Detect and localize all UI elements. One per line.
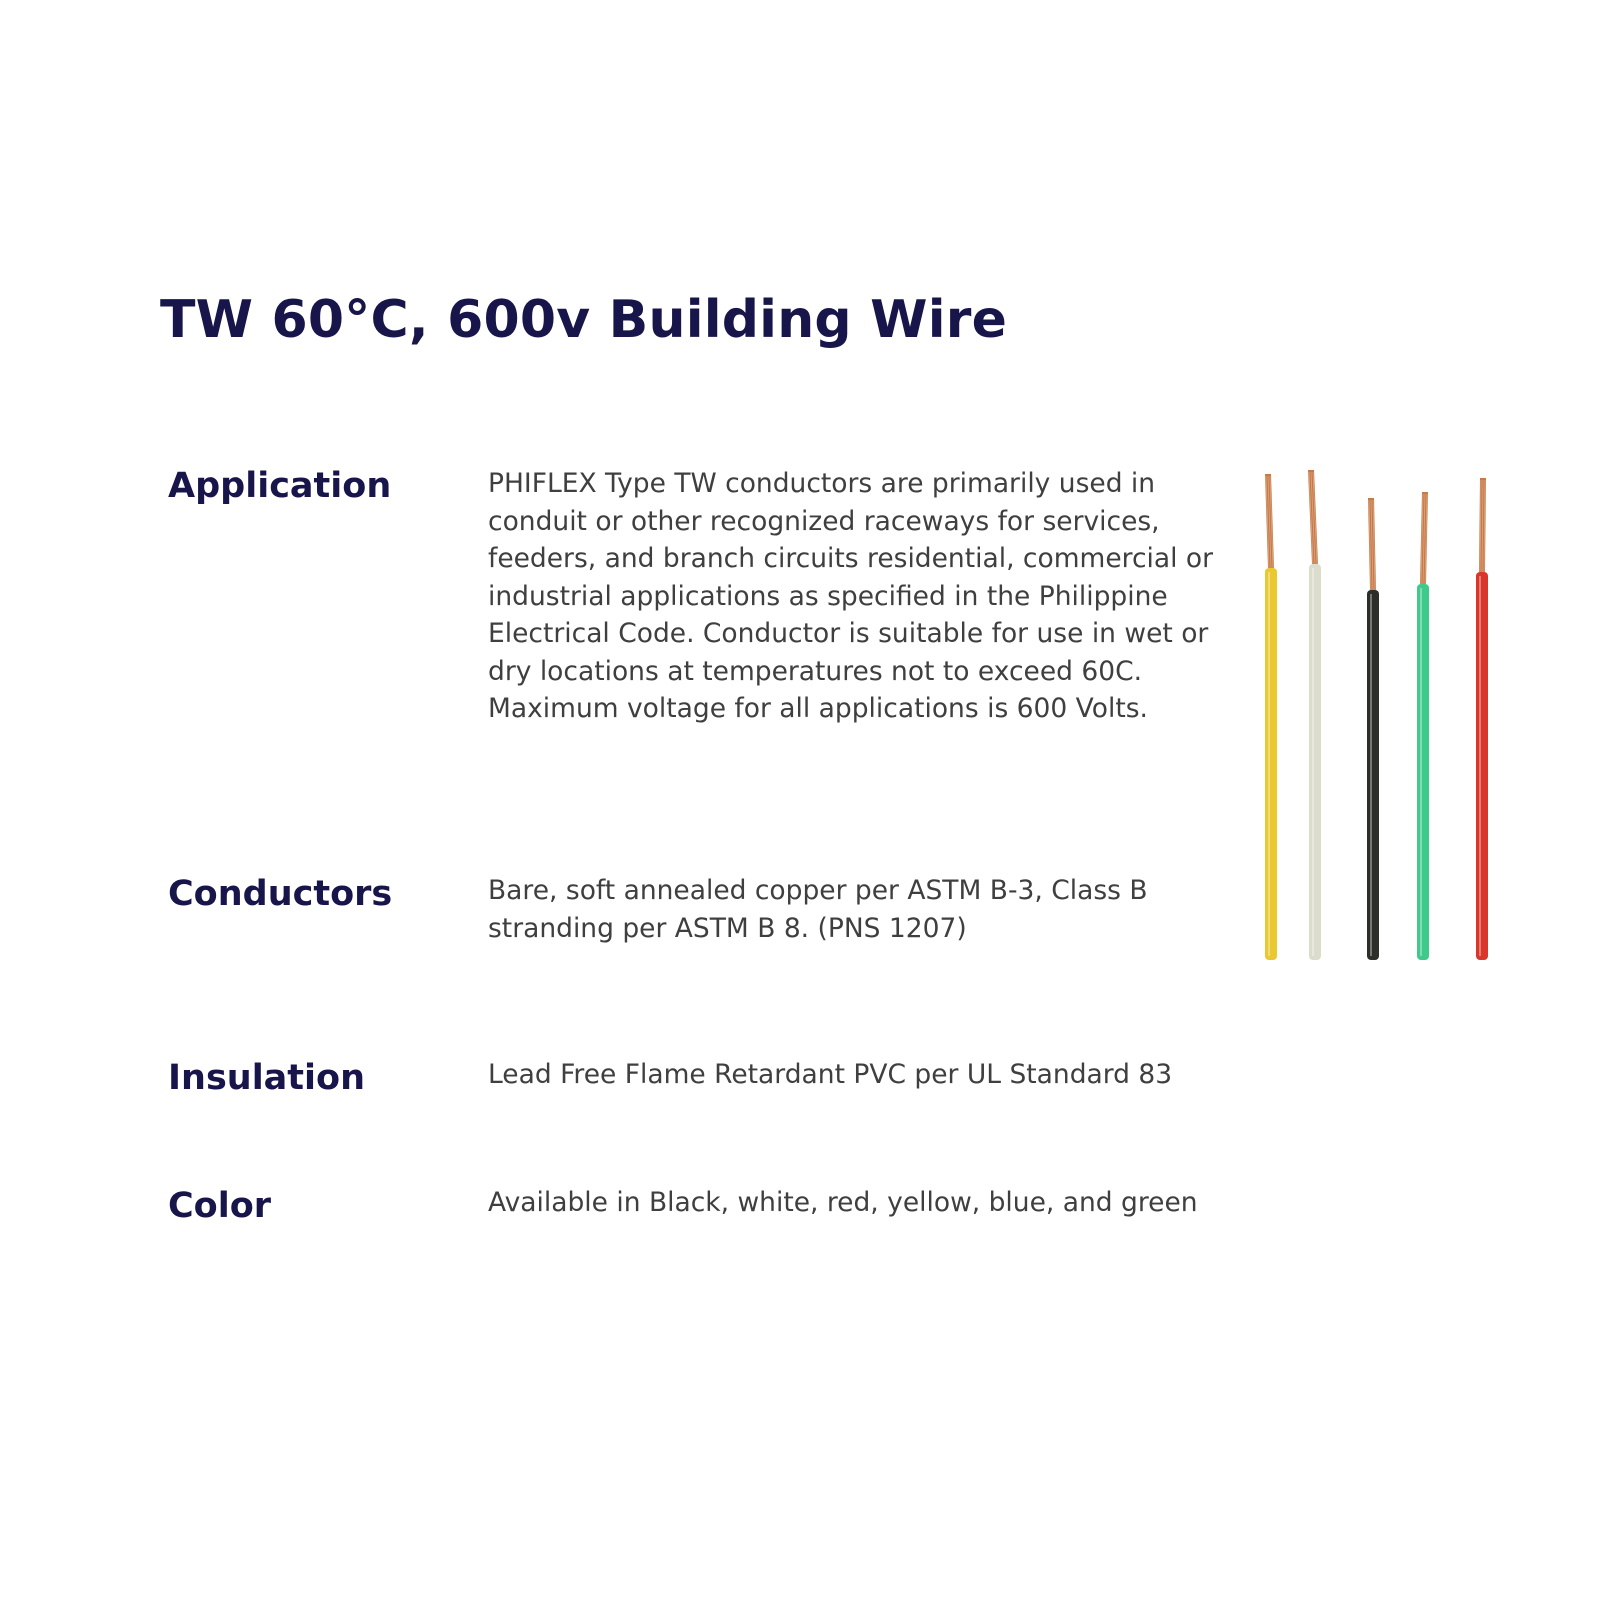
wire-yellow [1265,474,1277,960]
wire-white [1308,470,1321,960]
wire-red [1476,478,1488,960]
spec-value-line: Maximum voltage for all applications is 600 Volts. [488,693,1148,724]
spec-value-line: stranding per ASTM B 8. (PNS 1207) [488,912,967,944]
insulation-highlight [1312,568,1314,956]
insulation [1367,590,1379,960]
wire-black [1367,498,1379,960]
insulation [1265,568,1277,960]
spec-value-line: dry locations at temperatures not to exceed 60C. [488,655,1143,687]
spec-value-line: feeders, and branch circuits residential, commercial or [488,543,1214,574]
spec-value-insulation [488,1056,1172,1094]
spec-value-application [488,465,1213,728]
insulation-highlight [1370,594,1372,956]
spec-value-line: Bare, soft annealed copper per ASTM B-3, Class B [488,875,1148,906]
insulation [1309,564,1321,960]
spec-value-line: conduit or other recognized raceways for services, [488,505,1160,537]
insulation [1417,584,1429,960]
spec-label-color: Color [168,1186,272,1226]
spec-label-application: Application [168,466,392,506]
insulation [1476,572,1488,960]
spec-value-color [488,1184,1198,1222]
wire-green [1417,492,1429,960]
spec-label-conductors: Conductors [168,874,393,914]
page-title: TW 60°C, 600v Building Wire [160,290,1008,350]
spec-value-line: industrial applications as specified in the Philippine [488,580,1168,612]
insulation-highlight [1420,588,1422,956]
spec-value-line: PHIFLEX Type TW conductors are primarily used in [488,468,1156,499]
spec-value-line: Lead Free Flame Retardant PVC per UL Standard 83 [488,1059,1173,1090]
spec-value-line: Available in Black, white, red, yellow, blue, and green [488,1187,1198,1218]
insulation-highlight [1268,572,1270,956]
spec-value-conductors [488,872,1148,947]
spec-value-line: Electrical Code. Conductor is suitable for use in wet or [488,618,1209,649]
spec-label-insulation: Insulation [168,1058,365,1098]
wires-image [1255,452,1515,960]
insulation-highlight [1479,576,1481,956]
